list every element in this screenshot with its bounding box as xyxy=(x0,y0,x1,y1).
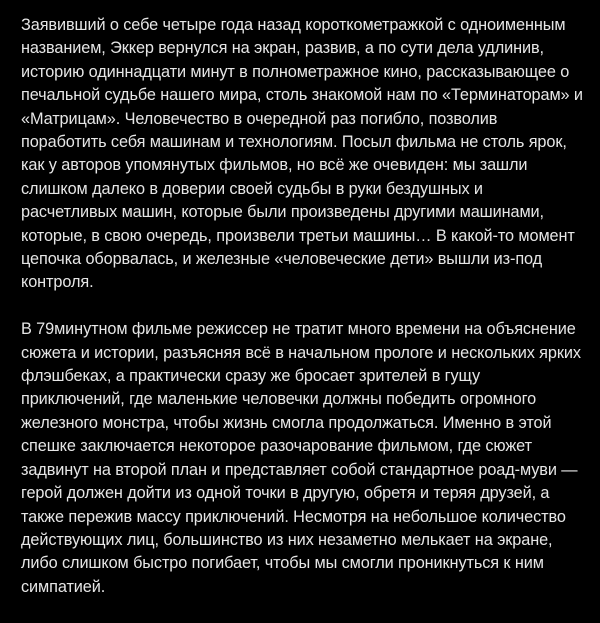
text-line: герой должен дойти из одной точки в другую, обретя и теряя друзей, а xyxy=(21,484,550,503)
text-line: контроля. xyxy=(21,273,94,292)
text-line: расчетливых машин, которые были произведены другими машинами, xyxy=(21,203,544,222)
text-line: слишком далеко в доверии своей судьбы в руки бездушных и xyxy=(21,179,483,198)
text-line: также пережив массу приключений. Несмотря на небольшое количество xyxy=(21,507,566,526)
text-line: историю одиннадцати минут в полнометражное кино, рассказывающее о xyxy=(21,62,570,81)
text-line: Заявивший о себе четыре года назад короткометражкой с одноименным xyxy=(21,16,566,34)
text-line: задвинут на второй план и представляет собой стандартное роад-муви — xyxy=(21,460,578,479)
text-line: либо слишком быстро погибает, чтобы мы смогли проникнуться к ним xyxy=(21,554,544,573)
paragraph-2 xyxy=(21,318,593,599)
text-line: железного монстра, чтобы жизнь смогла продолжаться. Именно в этой xyxy=(21,413,552,432)
text-line: которые, в свою очередь, произвели третьи машины… В какой-то момент xyxy=(21,226,575,245)
text-line: приключений, где маленькие человечки должны победить огромного xyxy=(21,390,537,409)
text-line: «Матрицам». Человечество в очередной раз погибло, позволив xyxy=(21,109,498,128)
text-line: флэшбеках, а практически сразу же бросает зрителей в гущу xyxy=(21,367,481,386)
article-text xyxy=(21,14,593,599)
text-line: печальной судьбе нашего мира, столь знакомой нам по «Терминаторам» и xyxy=(21,86,583,105)
text-line: В 79минутном фильме режиссер не тратит много времени на объяснение xyxy=(21,320,576,339)
text-line: сюжета и истории, разъясняя всё в начальном прологе и нескольких ярких xyxy=(21,343,581,362)
paragraph-1 xyxy=(21,14,593,295)
text-line: названием, Эккер вернулся на экран, развив, а по сути дела удлинив, xyxy=(21,39,544,58)
text-line: симпатией. xyxy=(21,577,106,596)
text-line: цепочка оборвалась, и железные «человеческие дети» вышли из-под xyxy=(21,250,543,269)
text-line: действующих лиц, большинство из них незаметно мелькает на экране, xyxy=(21,530,553,549)
text-line: как у авторов упомянутых фильмов, но всё же очевиден: мы зашли xyxy=(21,156,528,175)
text-line: спешке заключается некоторое разочарование фильмом, где сюжет xyxy=(21,437,532,456)
text-line: поработить себя машинам и технологиям. Посыл фильма не столь ярок, xyxy=(21,133,567,152)
